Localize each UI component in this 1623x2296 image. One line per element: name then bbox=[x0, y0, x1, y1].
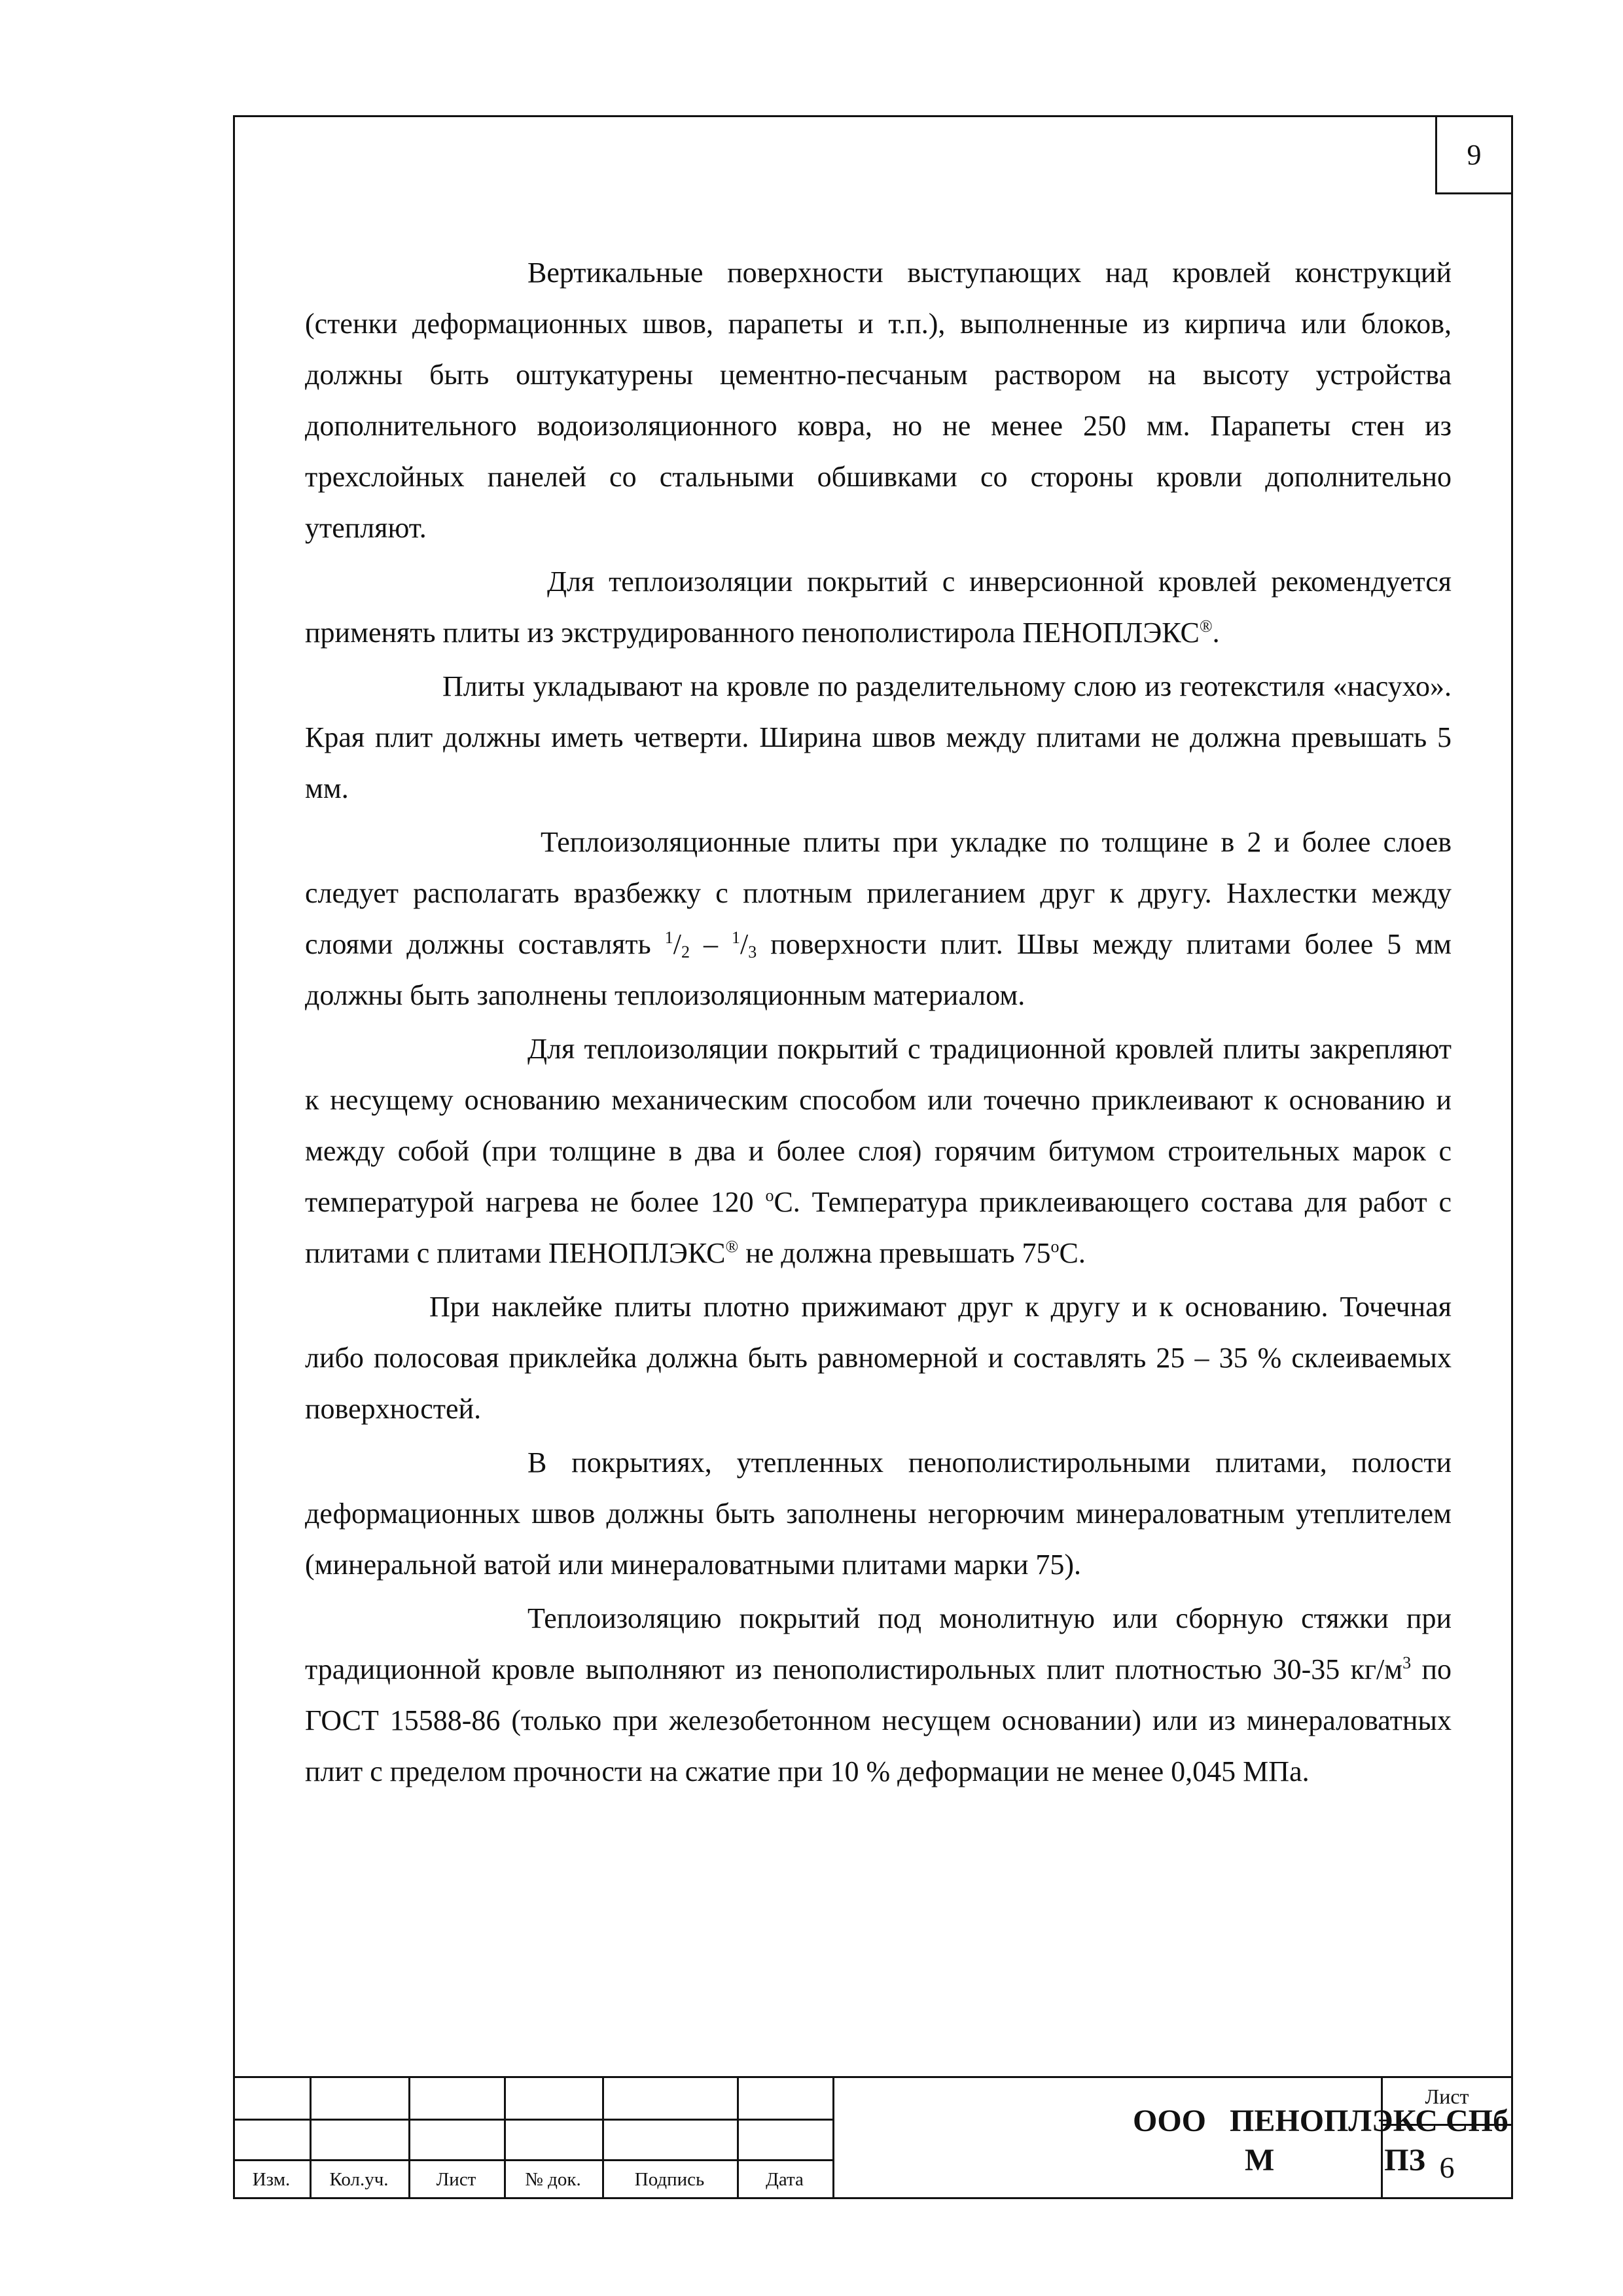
paragraph: Теплоизоляцию покрытий под монолитную или сборную стяжки при традиционной кровле выполняют из пенополистирольных плит плотностью 30-35 $кг/м^3$ по ГОСТ 15588-86 (только при железобетонном несущем основании) или из минераловатных плит с пределом прочности на сжатие при 10 % деформации не менее 0,045 МПа. bbox=[305, 1602, 1452, 1787]
stamp-label-kol-uch: Кол.уч. bbox=[329, 2168, 389, 2190]
sheet-number: 6 bbox=[1439, 2150, 1455, 2184]
paragraph: Для теплоизоляции покрытий с инверсионной кровлей рекомендуется применять плиты из экструдированного пенополистирола ПЕНОПЛЭКС®. bbox=[305, 565, 1452, 649]
paragraph: Вертикальные поверхности выступающих над кровлей конструкций (стенки деформационных швов, парапеты и т.п.), выполненные из кирпича или блоков, должны быть оштукатурены цементно-песчаным раствором на высоту устройства дополнительного водоизоляционного ковра, но не менее 250 мм. Парапеты стен из трехслойных панелей со стальными обшивками со стороны кровли дополнительно утепляют. bbox=[305, 257, 1452, 544]
stamp-label-izm: Изм. bbox=[252, 2168, 291, 2190]
paragraph: В покрытиях, утепленных пенополистирольными плитами, полости деформационных швов должны быть заполнены негорючим минераловатным утеплителем (минеральной ватой или минераловатными плитами марки 75). bbox=[305, 1446, 1452, 1581]
paragraph: При наклейке плиты плотно прижимают друг к другу и к основанию. Точечная либо полосовая приклейка должна быть равномерной и составлять 25 – 35 % склеиваемых поверхностей. bbox=[305, 1291, 1452, 1425]
body-text bbox=[305, 247, 1452, 1800]
stamp-label-date: Дата bbox=[766, 2168, 804, 2190]
registered-mark: ® bbox=[725, 1237, 739, 1256]
stamp-label-doc-no: № док. bbox=[525, 2168, 581, 2190]
sheet-label: Лист bbox=[1425, 2085, 1469, 2108]
page-number-box bbox=[1435, 115, 1513, 194]
stamp-label-signature: Подпись bbox=[634, 2168, 705, 2190]
page-number: 9 bbox=[1467, 139, 1482, 171]
document-code: М ПЗ bbox=[1245, 2143, 1425, 2178]
paragraph: Плиты укладывают на кровле по разделительному слою из геотекстиля «насухо». Края плит должны иметь четверти. Ширина швов между плитами не должна превышать 5 мм. bbox=[305, 670, 1452, 804]
paragraph: Для теплоизоляции покрытий с традиционной кровлей плиты закрепляют к несущему основанию механическим способом или точечно приклеивают к основанию и между собой (при толщине в два и более слоя) горячим битумом строительных марок с температурой нагрева не более 120 $^o$С. Температура приклеивающего состава для работ с плитами с плитами ПЕНОПЛЭКС® не должна превышать 75$^o$С. bbox=[305, 1033, 1452, 1269]
stamp-label-list: Лист bbox=[436, 2168, 476, 2190]
organization-name: ООО ПЕНОПЛЭКС СПб bbox=[1133, 2104, 1508, 2138]
title-block bbox=[233, 2076, 1513, 2199]
paragraph: Теплоизоляционные плиты при укладке по толщине в 2 и более слоев следует располагать вразбежку с плотным прилеганием друг к другу. Нахлестки между слоями должны составлять $^1/_2 - ^1/_3$ поверхности плит. Швы между плитами более 5 мм должны быть заполнены теплоизоляционным материалом. bbox=[305, 826, 1452, 1011]
registered-mark: ® bbox=[1199, 617, 1213, 636]
